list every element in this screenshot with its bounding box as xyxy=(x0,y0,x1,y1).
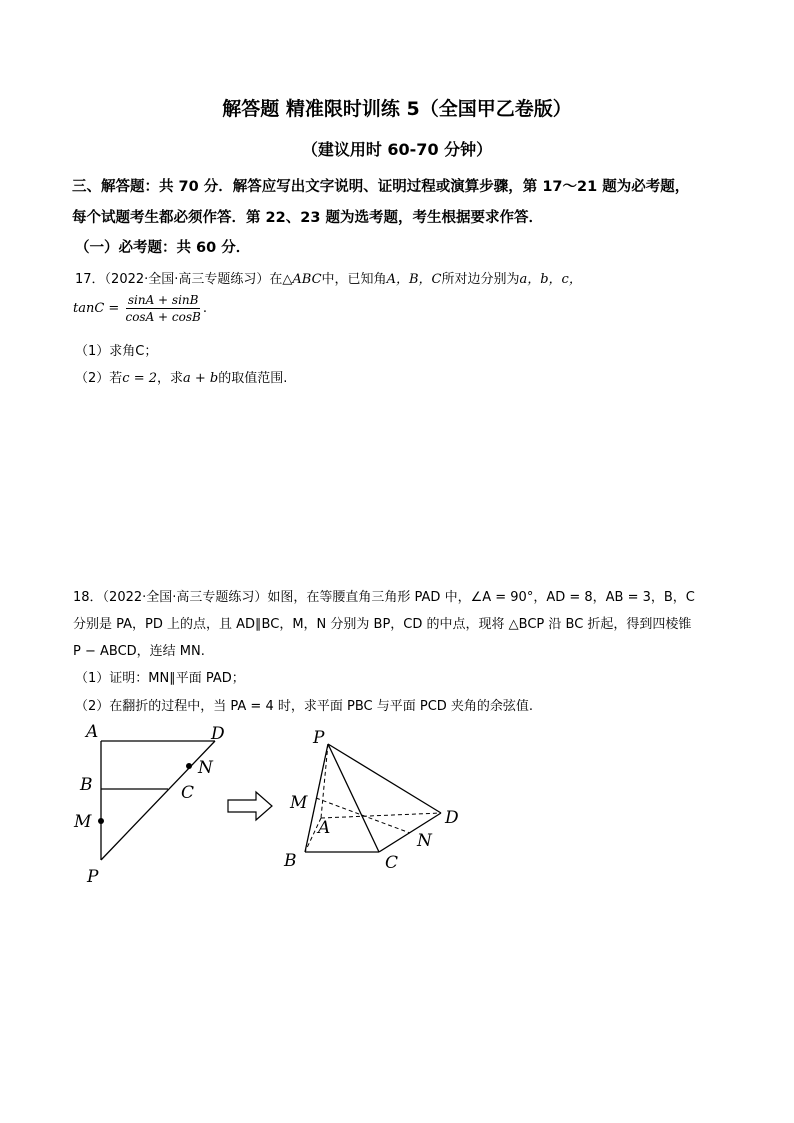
label-P-right: P xyxy=(313,728,325,748)
label-C-left: C xyxy=(181,783,195,803)
section-intro-line2: 每个试题考生都必须作答．第 22、23 题为选考题，考生根据要求作答． xyxy=(72,210,543,226)
q17-part2-d: a + b xyxy=(183,371,219,386)
section-intro-line1: 三、解答题：共 70 分．解答应写出文字说明、证明过程或演算步骤，第 17～21 题为必考题， xyxy=(72,179,690,195)
q17-stem-sides: a，b，c， xyxy=(519,272,582,287)
edge-PA-hidden xyxy=(321,744,328,818)
q17-fraction-denominator: cosA + cosB xyxy=(125,310,201,324)
q17-stem-prefix: 17．（2022·全国·高三专题练习）在 xyxy=(75,272,283,287)
q17-part1: （1）求角C； xyxy=(75,344,158,359)
q18-line1: 18．（2022·全国·高三专题练习）如图，在等腰直角三角形 PAD 中，∠A = 90°，AD = 8，AB = 3，B，C xyxy=(73,590,695,605)
q17-part2-a: （2）若 xyxy=(75,371,123,386)
q17-stem-triangle: △ABC xyxy=(282,272,322,287)
label-C-right: C xyxy=(385,853,399,873)
label-B-left: B xyxy=(80,775,93,795)
q18-line3: P − ABCD，连结 MN. xyxy=(73,644,205,659)
q17-fraction-numerator: sinA + sinB xyxy=(127,293,199,307)
q17-stem-mid2: 所对边分别为 xyxy=(441,272,520,287)
q17-formula-end: . xyxy=(202,301,207,316)
q17-stem-angles: A，B，C xyxy=(386,272,442,287)
page-subtitle: （建议用时 60-70 分钟） xyxy=(301,140,493,159)
page-title: 解答题 精准限时训练 5（全国甲乙卷版） xyxy=(222,98,572,120)
label-D-left: D xyxy=(211,724,225,744)
q17-formula-lhs: tanC = xyxy=(73,301,120,316)
q18-part1: （1）证明：MN∥平面 PAD； xyxy=(75,671,245,686)
q17-stem-mid: 中，已知角 xyxy=(321,272,387,287)
label-P-left: P xyxy=(87,867,99,887)
label-B-right: B xyxy=(284,851,297,871)
label-D-right: D xyxy=(445,808,459,828)
label-M-left: M xyxy=(74,812,92,832)
q17-part2-b: c = 2 xyxy=(122,371,157,386)
q17-part2-e: 的取值范围. xyxy=(218,371,288,386)
label-A-left: A xyxy=(86,722,99,742)
point-N-dot xyxy=(186,763,192,769)
label-A-right: A xyxy=(318,818,331,838)
q18-line2: 分别是 PA，PD 上的点，且 AD∥BC，M，N 分别为 BP，CD 的中点，现将 △BCP 沿 BC 折起，得到四棱锥 xyxy=(73,617,692,632)
point-M-dot xyxy=(98,818,104,824)
section-subheading: （一）必考题：共 60 分． xyxy=(75,240,251,256)
label-N-left: N xyxy=(198,758,213,778)
q18-part2: （2）在翻折的过程中，当 PA = 4 时，求平面 PBC 与平面 PCD 夹角的余弦值. xyxy=(75,699,534,714)
arrow-right-icon xyxy=(228,792,272,820)
q17-part2-c: ，求 xyxy=(157,371,184,386)
label-N-right: N xyxy=(417,831,432,851)
edge-AD-hidden xyxy=(321,813,441,818)
label-M-right: M xyxy=(290,793,308,813)
